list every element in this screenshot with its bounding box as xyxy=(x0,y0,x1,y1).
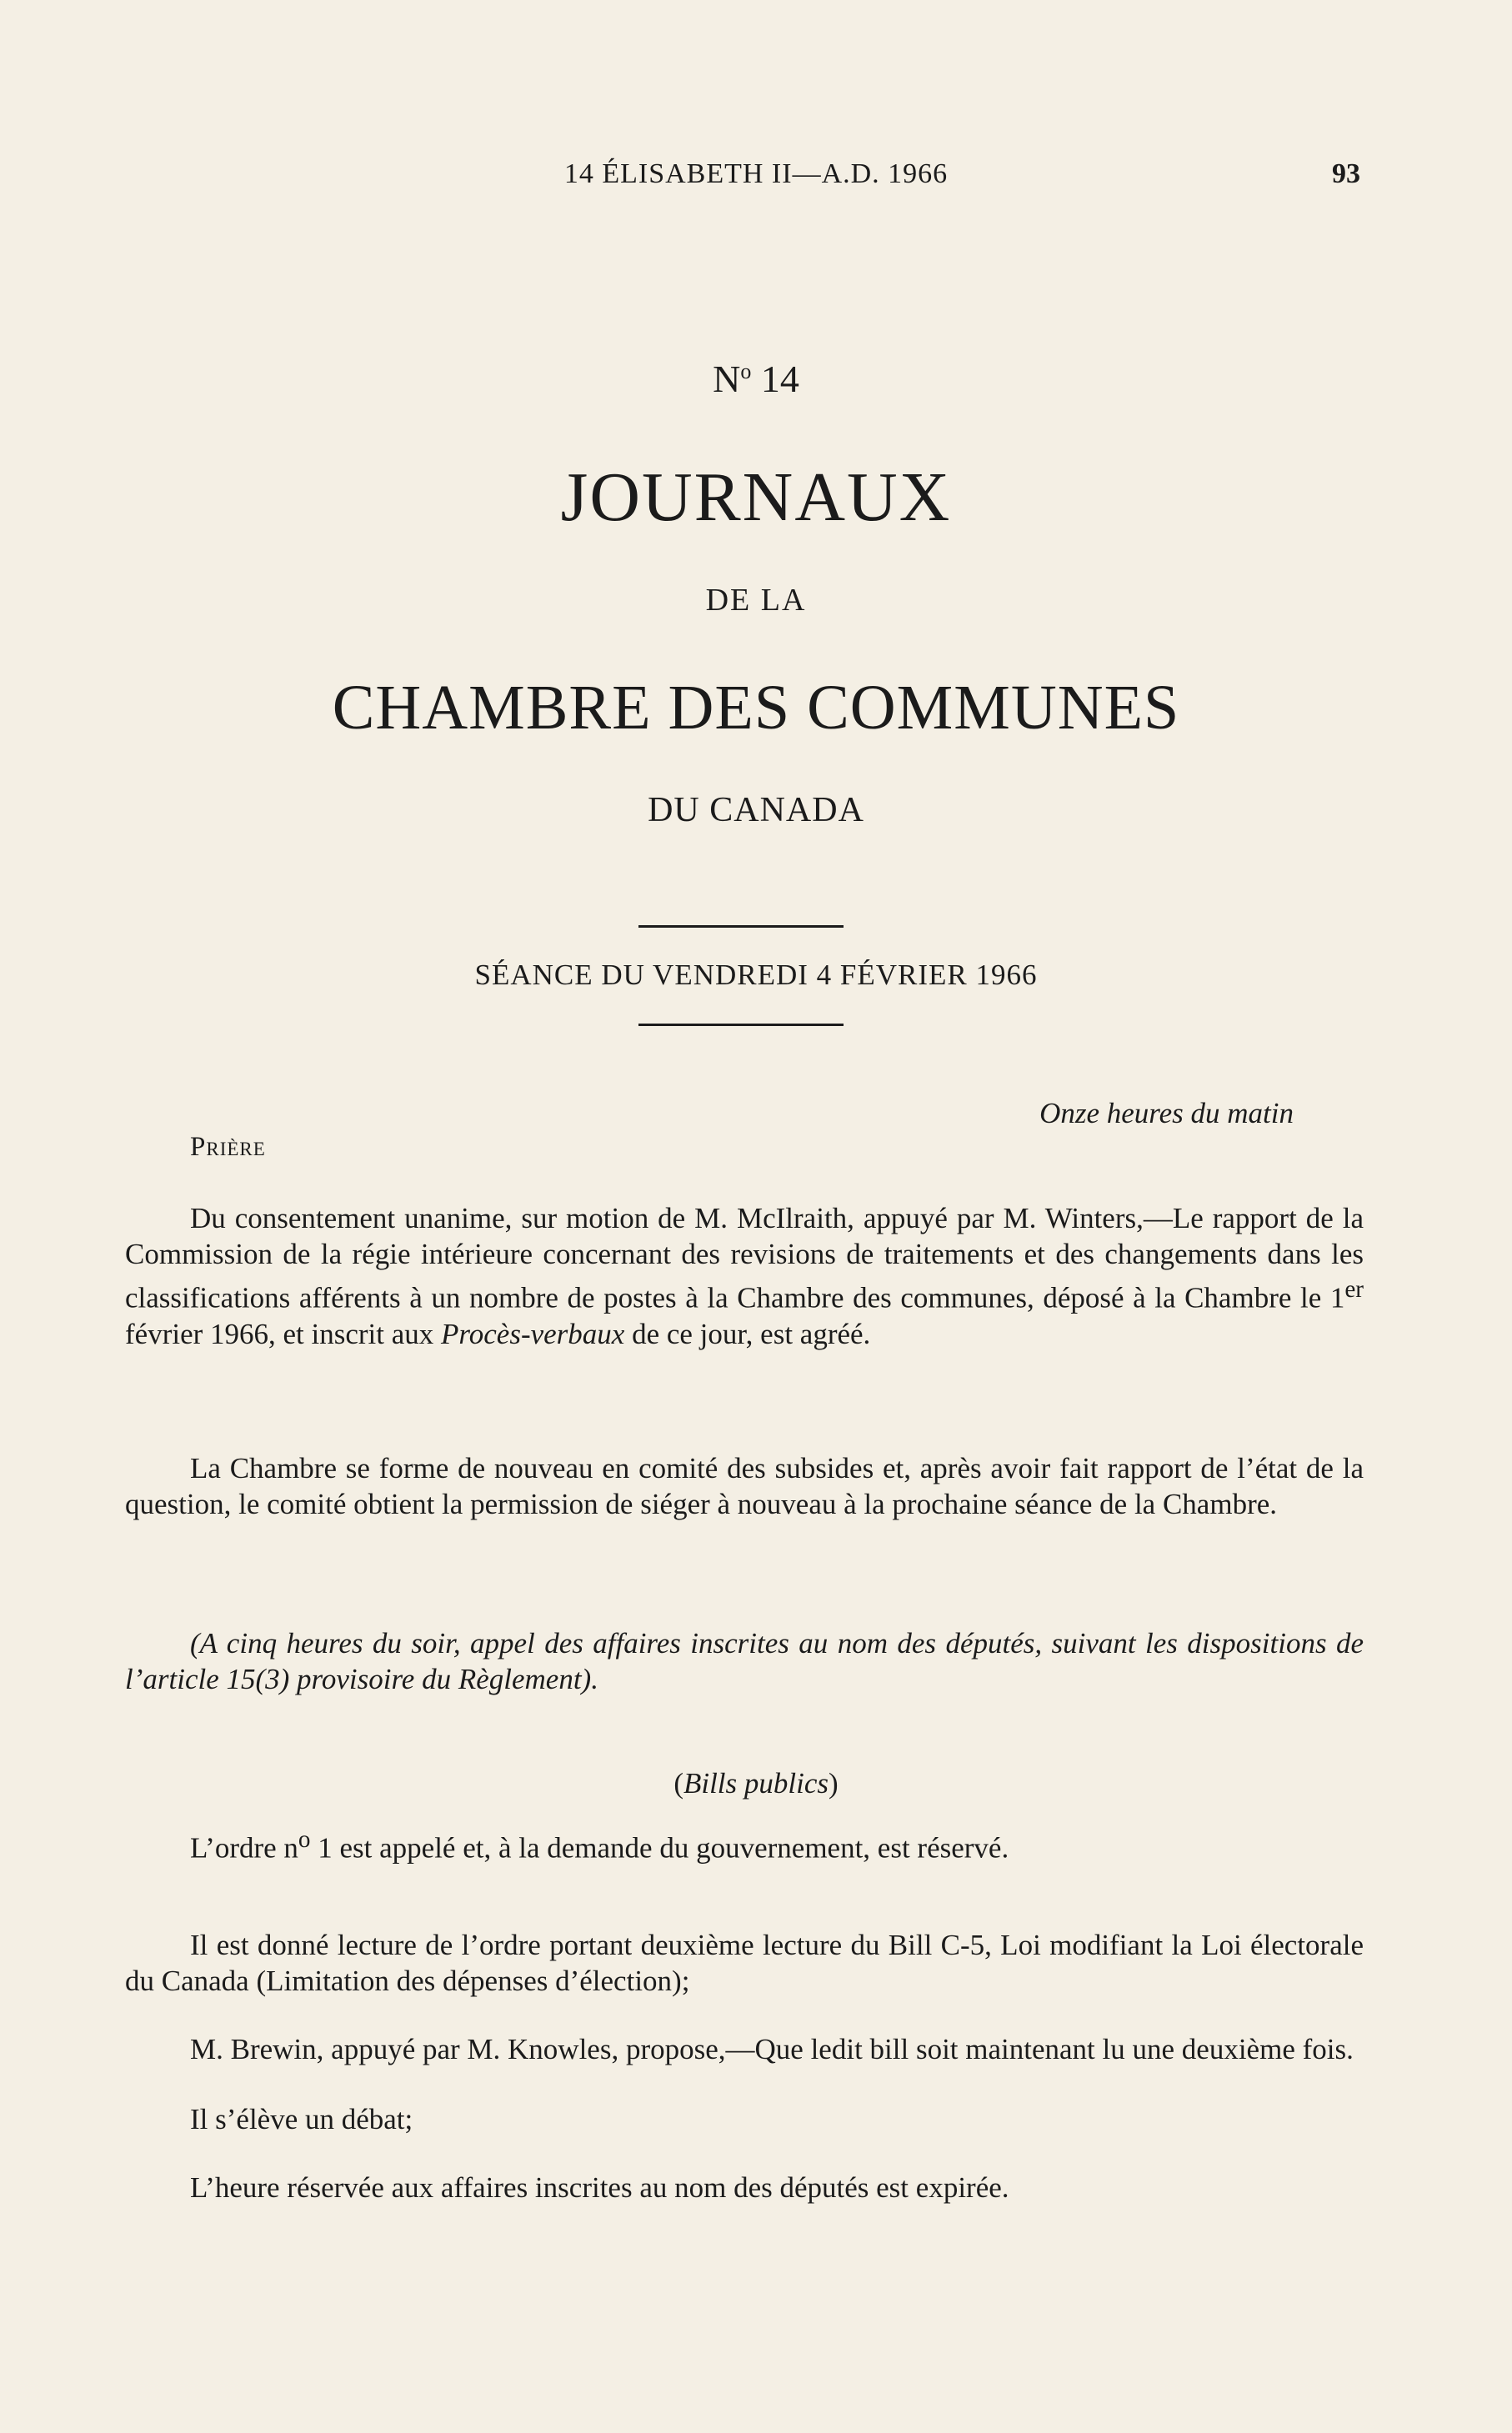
journal-title: JOURNAUX xyxy=(560,458,952,536)
p1-italic-proces-verbaux: Procès-verbaux xyxy=(441,1317,625,1350)
numero-value: 14 xyxy=(760,358,799,400)
p1-text-b: février 1966, et inscrit aux xyxy=(125,1317,442,1350)
bills-publics-heading xyxy=(0,1767,1512,1800)
p5-superscript: o xyxy=(298,1826,311,1853)
running-title: 14 ÉLISABETH II—A.D. 1966 xyxy=(563,158,949,189)
paragraph-committee-supply: La Chambre se forme de nouveau en comité des subsides et, après avoir fait rapport de l’état de la question, le comité obtient la permission de siéger à nouveau à la prochaine séance de la Chambre. xyxy=(125,1452,1364,1520)
p5-text-b: 1 est appelé et, à la demande du gouvernement, est réservé. xyxy=(310,1831,1009,1865)
journal-subtitle-de-la: DE LA xyxy=(705,583,807,618)
numero-prefix: N xyxy=(713,358,741,400)
paragraph-report-agreed xyxy=(125,1200,1364,1352)
prayer-heading: Prière xyxy=(190,1132,266,1162)
bills-close-paren: ) xyxy=(829,1767,839,1800)
p1-superscript: er xyxy=(1344,1276,1364,1303)
sitting-title: SÉANCE DU VENDREDI 4 FÉVRIER 1966 xyxy=(474,959,1038,991)
divider-bottom xyxy=(638,1024,844,1026)
country-name: DU CANADA xyxy=(648,791,864,829)
page-number: 93 xyxy=(1332,158,1360,189)
divider-top xyxy=(638,925,844,928)
bills-label: Bills publics xyxy=(683,1767,829,1800)
sitting-time: Onze heures du matin xyxy=(1039,1097,1294,1129)
p5-text-a: L’ordre n xyxy=(190,1831,298,1865)
bills-open-paren: ( xyxy=(673,1767,683,1800)
p1-text-c: de ce jour, est agréé. xyxy=(624,1317,871,1350)
running-header xyxy=(0,158,1512,200)
paragraph-hour-expired: L’heure réservée aux affaires inscrites au nom des députés est expirée. xyxy=(190,2171,1009,2204)
p1-text-a: Du consentement unanime, sur motion de M. McIlraith, appuyé par M. Winters,—Le rapport de la Commission de la régie intérieure concernant des revisions de traitements et des changements dans les classifications afférents à un nombre de postes à la Chambre des communes, déposé à la Chambre le 1 xyxy=(125,1202,1364,1314)
paragraph-order-reserved xyxy=(125,1822,1364,1866)
paragraph-bill-c5-reading: Il est donné lecture de l’ordre portant deuxième lecture du Bill C-5, Loi modifiant la Loi électorale du Canada (Limitation des dépenses d’élection); xyxy=(125,1929,1364,1997)
house-name: CHAMBRE DES COMMUNES xyxy=(332,673,1180,743)
paragraph-debate: Il s’élève un débat; xyxy=(190,2103,413,2135)
paragraph-private-members-call: (A cinq heures du soir, appel des affaires inscrites au nom des députés, suivant les dispositions de l’article 15(3) provisoire du Règlement). xyxy=(125,1627,1364,1695)
paragraph-brewin-motion: M. Brewin, appuyé par M. Knowles, propose,—Que ledit bill soit maintenant lu une deuxième fois. xyxy=(190,2033,1354,2065)
issue-number xyxy=(0,357,1512,401)
numero-superscript: o xyxy=(740,359,752,383)
